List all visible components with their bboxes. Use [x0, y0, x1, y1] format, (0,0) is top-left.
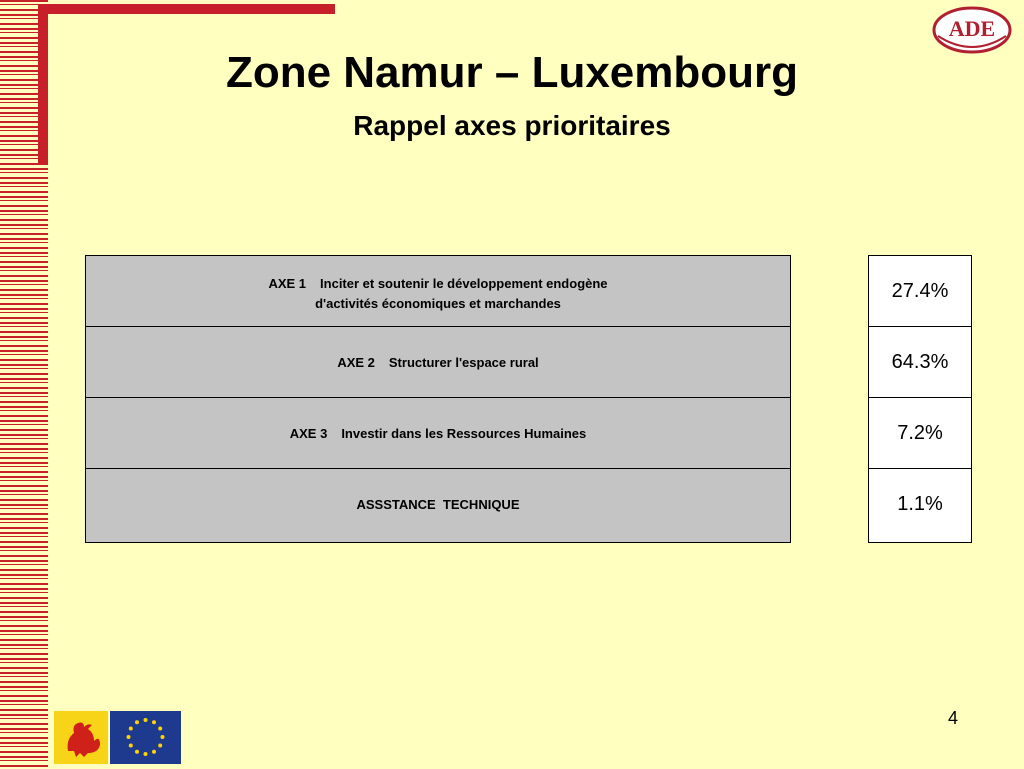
percent-cell: 7.2%: [869, 398, 971, 469]
axis-row-4: [86, 469, 790, 540]
page-number: 4: [948, 708, 959, 728]
page-subtitle: Rappel axes prioritaires: [353, 110, 671, 141]
wallonia-flag: [54, 711, 108, 764]
axis-number: AXE 1: [268, 276, 307, 291]
percent-cell: 27.4%: [869, 256, 971, 327]
axis-label: Inciter et soutenir le développement endogène: [320, 276, 608, 291]
axis-row-1: [86, 256, 790, 327]
axis-label: Investir dans les Ressources Humaines: [341, 426, 587, 441]
axis-label: Structurer l'espace rural: [388, 355, 539, 370]
axis-label: ASSSTANCE TECHNIQUE: [356, 497, 520, 512]
axis-number: AXE 2: [337, 355, 375, 370]
page-title: Zone Namur – Luxembourg: [225, 48, 799, 97]
eu-flag: [110, 711, 181, 764]
percent-cell: 1.1%: [897, 493, 943, 515]
decorative-bar-horizontal: [38, 4, 335, 14]
axis-label-line2: d'activités économiques et marchandes: [315, 296, 561, 311]
svg-text:ADE: ADE: [948, 16, 996, 41]
axes-table: [85, 255, 791, 543]
axis-number: AXE 3: [289, 426, 328, 441]
percent-cell: 64.3%: [869, 327, 971, 398]
axis-row-3: [86, 398, 790, 469]
axis-row-2: [86, 327, 790, 398]
percent-table: [868, 255, 972, 543]
ade-logo: [932, 6, 1012, 54]
